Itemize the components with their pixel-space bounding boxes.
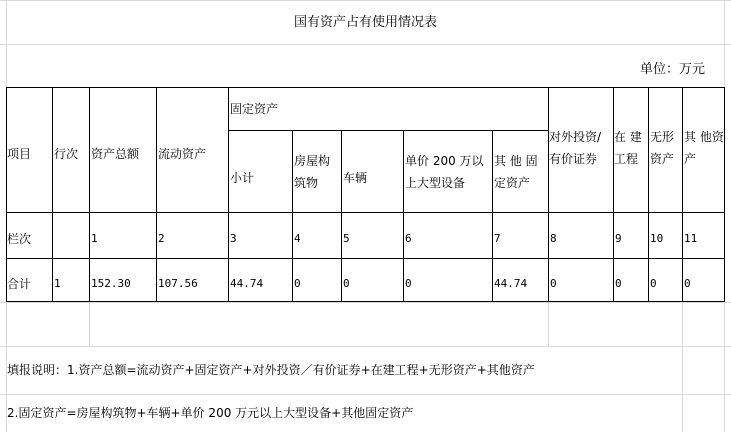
table-cell: 152.30 bbox=[91, 277, 131, 290]
table-cell: 9 bbox=[615, 232, 622, 245]
table-cell: 1 bbox=[54, 277, 61, 290]
table-cell: 44.74 bbox=[230, 277, 264, 290]
table-cell: 0 bbox=[650, 277, 657, 290]
table-cell: 5 bbox=[343, 232, 350, 245]
table-cell: 11 bbox=[684, 232, 698, 245]
grid-line bbox=[89, 302, 90, 346]
table-cell: 0 bbox=[294, 277, 301, 290]
header-construction: 在 建工程 bbox=[614, 130, 642, 166]
row-label: 栏次 bbox=[7, 232, 32, 246]
table-border bbox=[6, 212, 724, 213]
row-label: 合计 bbox=[7, 277, 32, 291]
grid-line bbox=[548, 302, 549, 346]
table-cell: 2 bbox=[158, 232, 165, 245]
table-border bbox=[613, 87, 614, 302]
table-border bbox=[6, 87, 7, 302]
note-line-1: 填报说明：1.资产总额=流动资产+固定资产+对外投资／有价证券+在建工程+无形资产+其他资产 bbox=[7, 363, 535, 377]
header-other-fixed: 其 他 固定资产 bbox=[494, 154, 538, 190]
table-border bbox=[156, 87, 157, 302]
table-border bbox=[89, 87, 90, 302]
table-cell: 10 bbox=[650, 232, 664, 245]
grid-line bbox=[0, 394, 731, 395]
grid-line bbox=[0, 0, 731, 1]
table-cell: 44.74 bbox=[494, 277, 528, 290]
header-fixed-assets: 固定资产 bbox=[230, 102, 279, 116]
header-item: 项目 bbox=[7, 147, 32, 161]
table-border bbox=[548, 87, 549, 302]
page-title: 国有资产占有使用情况表 bbox=[293, 15, 437, 30]
table-border bbox=[292, 130, 293, 302]
table-cell: 4 bbox=[294, 232, 301, 245]
header-large-equipment: 单价 200 万以上大型设备 bbox=[405, 154, 484, 190]
header-investments: 对外投资/有价证券 bbox=[549, 130, 602, 166]
table-border bbox=[52, 87, 53, 302]
table-border bbox=[228, 130, 548, 131]
header-subtotal: 小计 bbox=[230, 171, 255, 185]
table-cell: 6 bbox=[405, 232, 412, 245]
table-cell: 3 bbox=[230, 232, 237, 245]
table-cell: 107.56 bbox=[158, 277, 198, 290]
table-cell: 0 bbox=[615, 277, 622, 290]
unit-label: 单位：万元 bbox=[640, 62, 706, 77]
table-cell: 0 bbox=[343, 277, 350, 290]
header-intangible: 无形资产 bbox=[650, 130, 675, 166]
table-border bbox=[6, 258, 724, 259]
table-cell: 0 bbox=[684, 277, 691, 290]
table-cell: 0 bbox=[405, 277, 412, 290]
table-border bbox=[648, 87, 649, 302]
table-border bbox=[682, 87, 683, 302]
header-vehicles: 车辆 bbox=[343, 171, 368, 185]
table-cell: 0 bbox=[550, 277, 557, 290]
header-other-assets: 其 他资产 bbox=[684, 130, 724, 166]
table-border bbox=[228, 87, 229, 302]
header-total-assets: 资产总额 bbox=[91, 147, 140, 161]
table-border bbox=[492, 130, 493, 302]
table-border bbox=[341, 130, 342, 302]
grid-line bbox=[0, 44, 731, 45]
table-cell: 1 bbox=[91, 232, 98, 245]
grid-line bbox=[682, 302, 683, 432]
header-row-no: 行次 bbox=[54, 147, 79, 161]
table-cell: 8 bbox=[550, 232, 557, 245]
note-line-2: 2.固定资产=房屋构筑物+车辆+单价 200 万元以上大型设备+其他固定资产 bbox=[7, 406, 414, 420]
table-border bbox=[403, 130, 404, 302]
table-border bbox=[724, 87, 725, 302]
table-border bbox=[6, 87, 724, 88]
grid-line bbox=[0, 302, 731, 303]
table-border bbox=[6, 301, 724, 302]
header-buildings: 房屋构筑物 bbox=[294, 154, 331, 190]
header-current-assets: 流动资产 bbox=[158, 147, 207, 161]
grid-line bbox=[0, 346, 731, 347]
table-cell: 7 bbox=[494, 232, 501, 245]
